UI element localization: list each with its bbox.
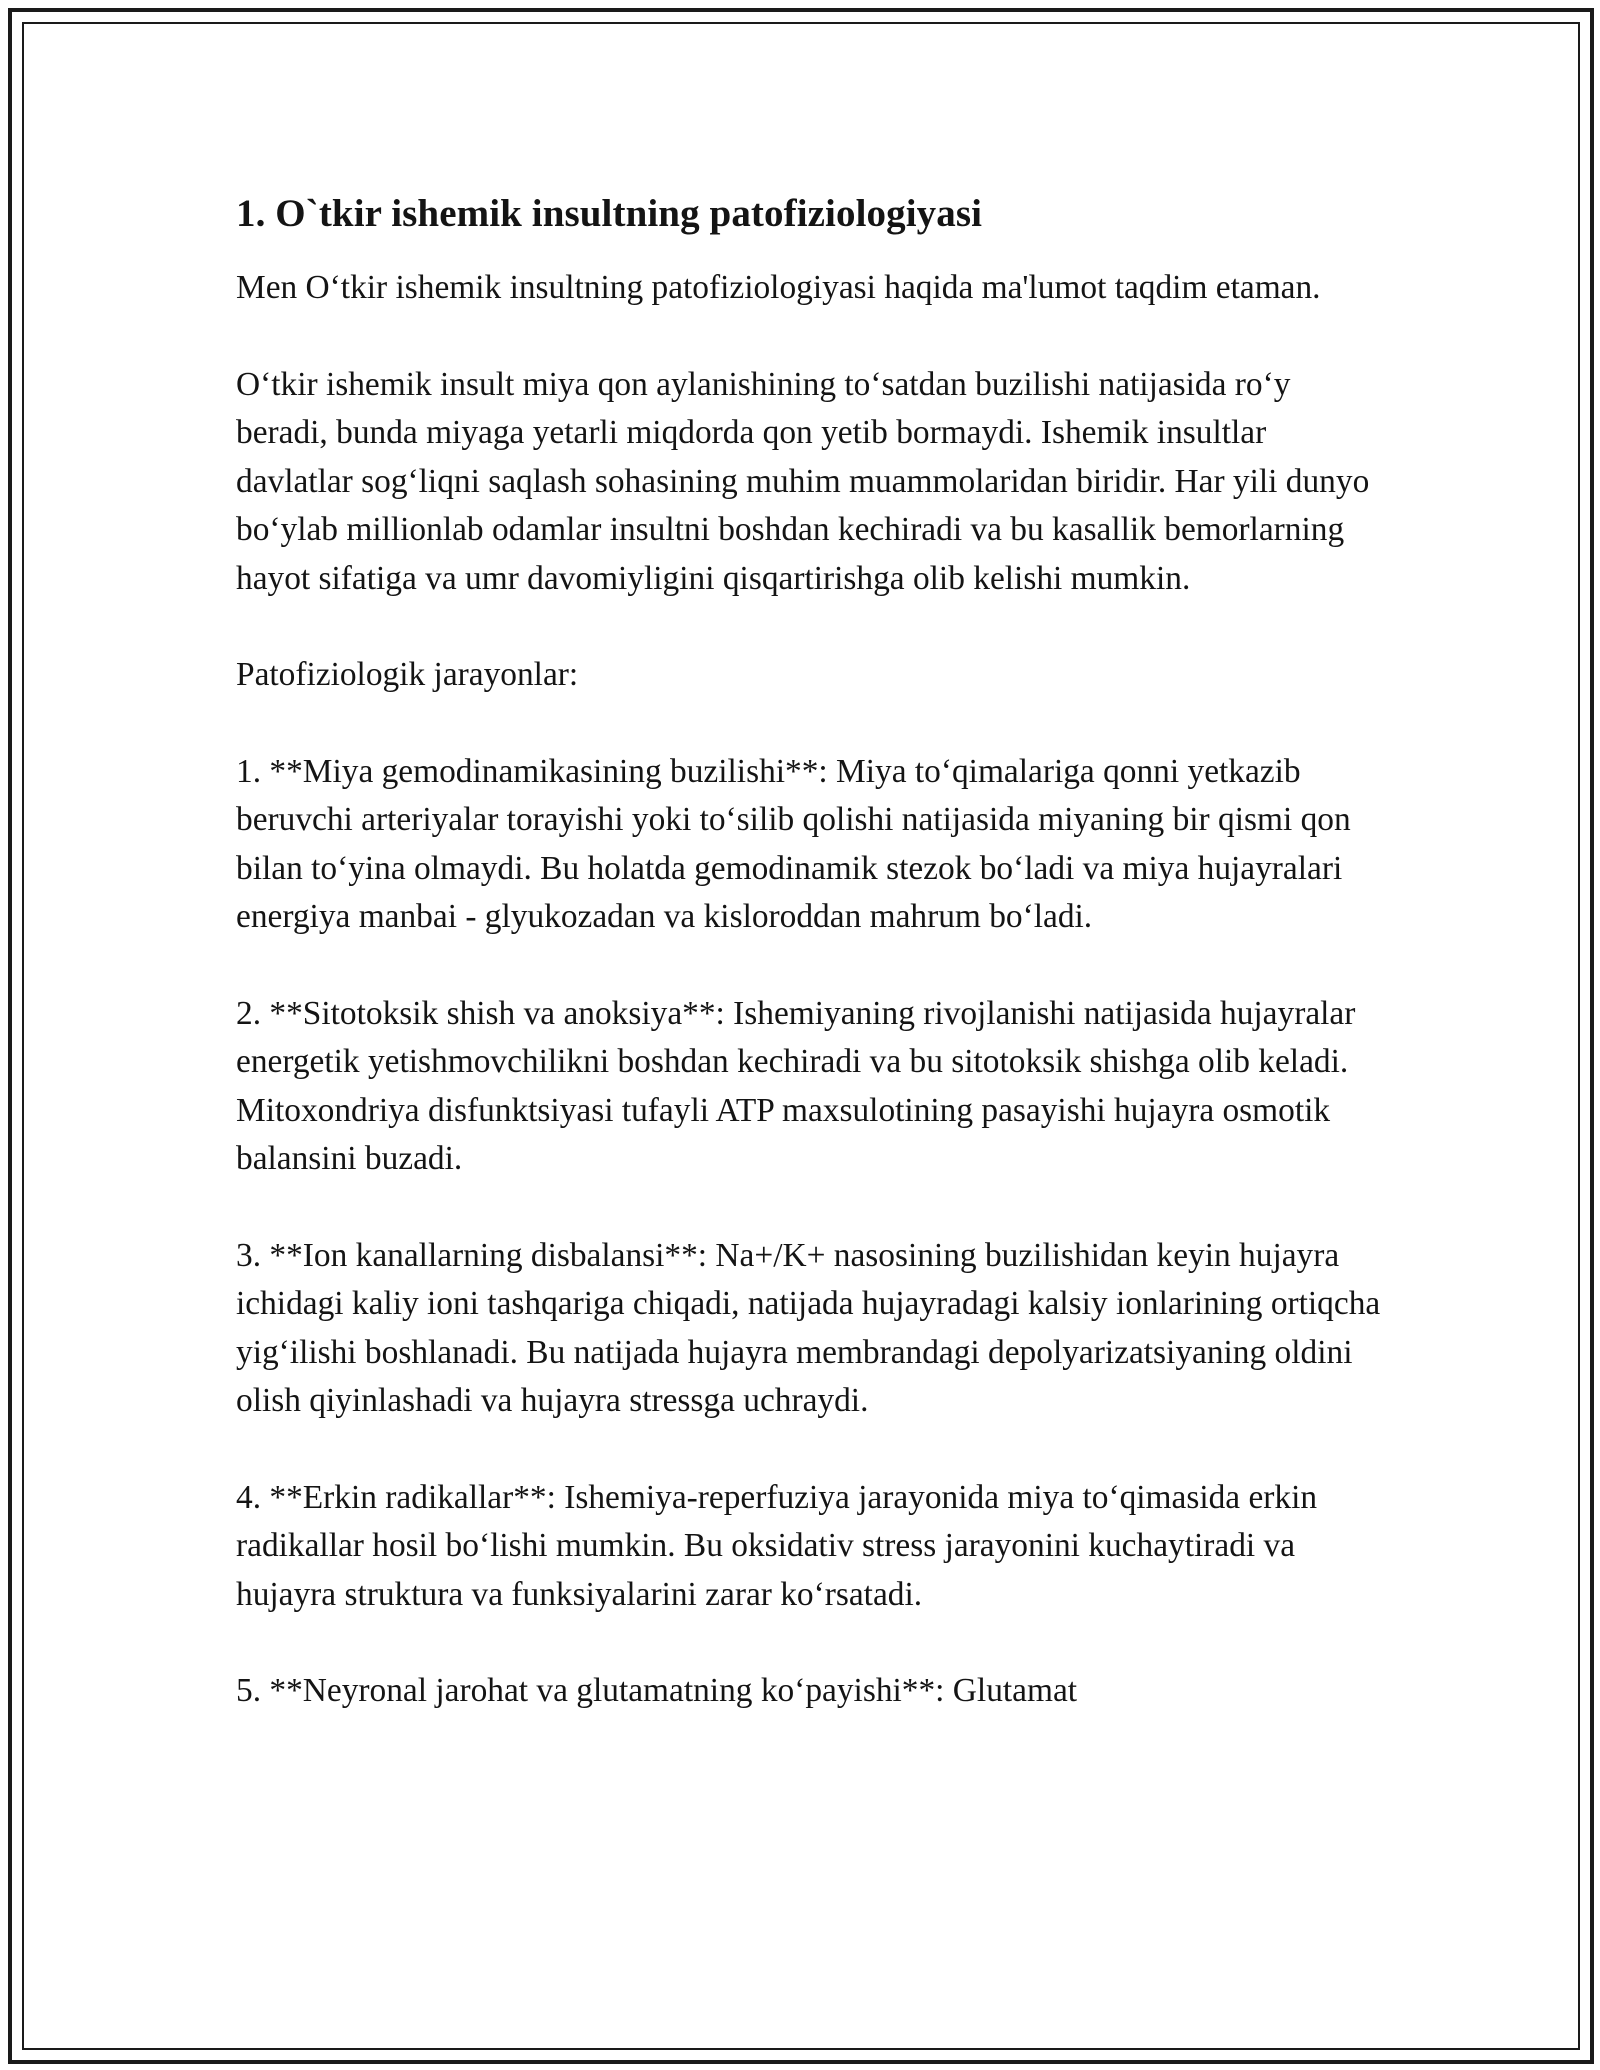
list-item-4: 4. **Erkin radikallar**: Ishemiya-reperfuziya jarayonida miya to‘qimasida erkin radikallar hosil bo‘lishi mumkin. Bu oksidativ stress jarayonini kuchaytiradi va hujayra struktura va funksiyalarini zarar ko‘rsatadi.: [236, 1478, 1318, 1613]
document-body: [236, 186, 1386, 1764]
list-item-5: 5. **Neyronal jarohat va glutamatning ko‘payishi**: Glutamat: [236, 1672, 1078, 1709]
paragraph-overview: O‘tkir ishemik insult miya qon aylanishining to‘satdan buzilishi natijasida ro‘y beradi, bunda miyaga yetarli miqdorda qon yetib bormaydi. Ishemik insultlar davlatlar sog‘liqni saqlash sohasining muhim muammolaridan biridir. Har yili dunyo bo‘ylab millionlab odamlar insultni boshdan kechiradi va bu kasallik bemorlarning hayot sifatiga va umr davomiyligini qisqartirishga olib kelishi mumkin.: [236, 365, 1370, 597]
list-item-3: 3. **Ion kanallarning disbalansi**: Na+/K+ nasosining buzilishidan keyin hujayra ichidagi kaliy ioni tashqariga chiqadi, natijada hujayradagi kalsiy ionlarining ortiqcha yig‘ilishi boshlanadi. Bu natijada hujayra membrandagi depolyarizatsiyaning oldini olish qiyinlashadi va hujayra stressga uchraydi.: [236, 1236, 1381, 1419]
list-item-2: 2. **Sitotoksik shish va anoksiya**: Ishemiyaning rivojlanishi natijasida hujayralar energetik yetishmovchilikni boshdan kechiradi va bu sitotoksik shishga olib keladi. Mitoxondriya disfunktsiyasi tufayli ATP maxsulotining pasayishi hujayra osmotik balansini buzadi.: [236, 994, 1356, 1177]
list-item-1: 1. **Miya gemodinamikasining buzilishi**: Miya to‘qimalariga qonni yetkazib beruvchi arteriyalar torayishi yoki to‘silib qolishi natijasida miyaning bir qismi qon bilan to‘yina olmaydi. Bu holatda gemodinamik stezok bo‘ladi va miya hujayralari energiya manbai - glyukozadan va kisloroddan mahrum bo‘ladi.: [236, 752, 1351, 935]
paragraph-intro: Men O‘tkir ishemik insultning patofiziologiyasi haqida ma'lumot taqdim etaman.: [236, 269, 1321, 306]
paragraph-processes-heading: Patofiziologik jarayonlar:: [236, 656, 579, 693]
document-title: 1. O`tkir ishemik insultning patofiziologiyasi: [236, 192, 983, 235]
